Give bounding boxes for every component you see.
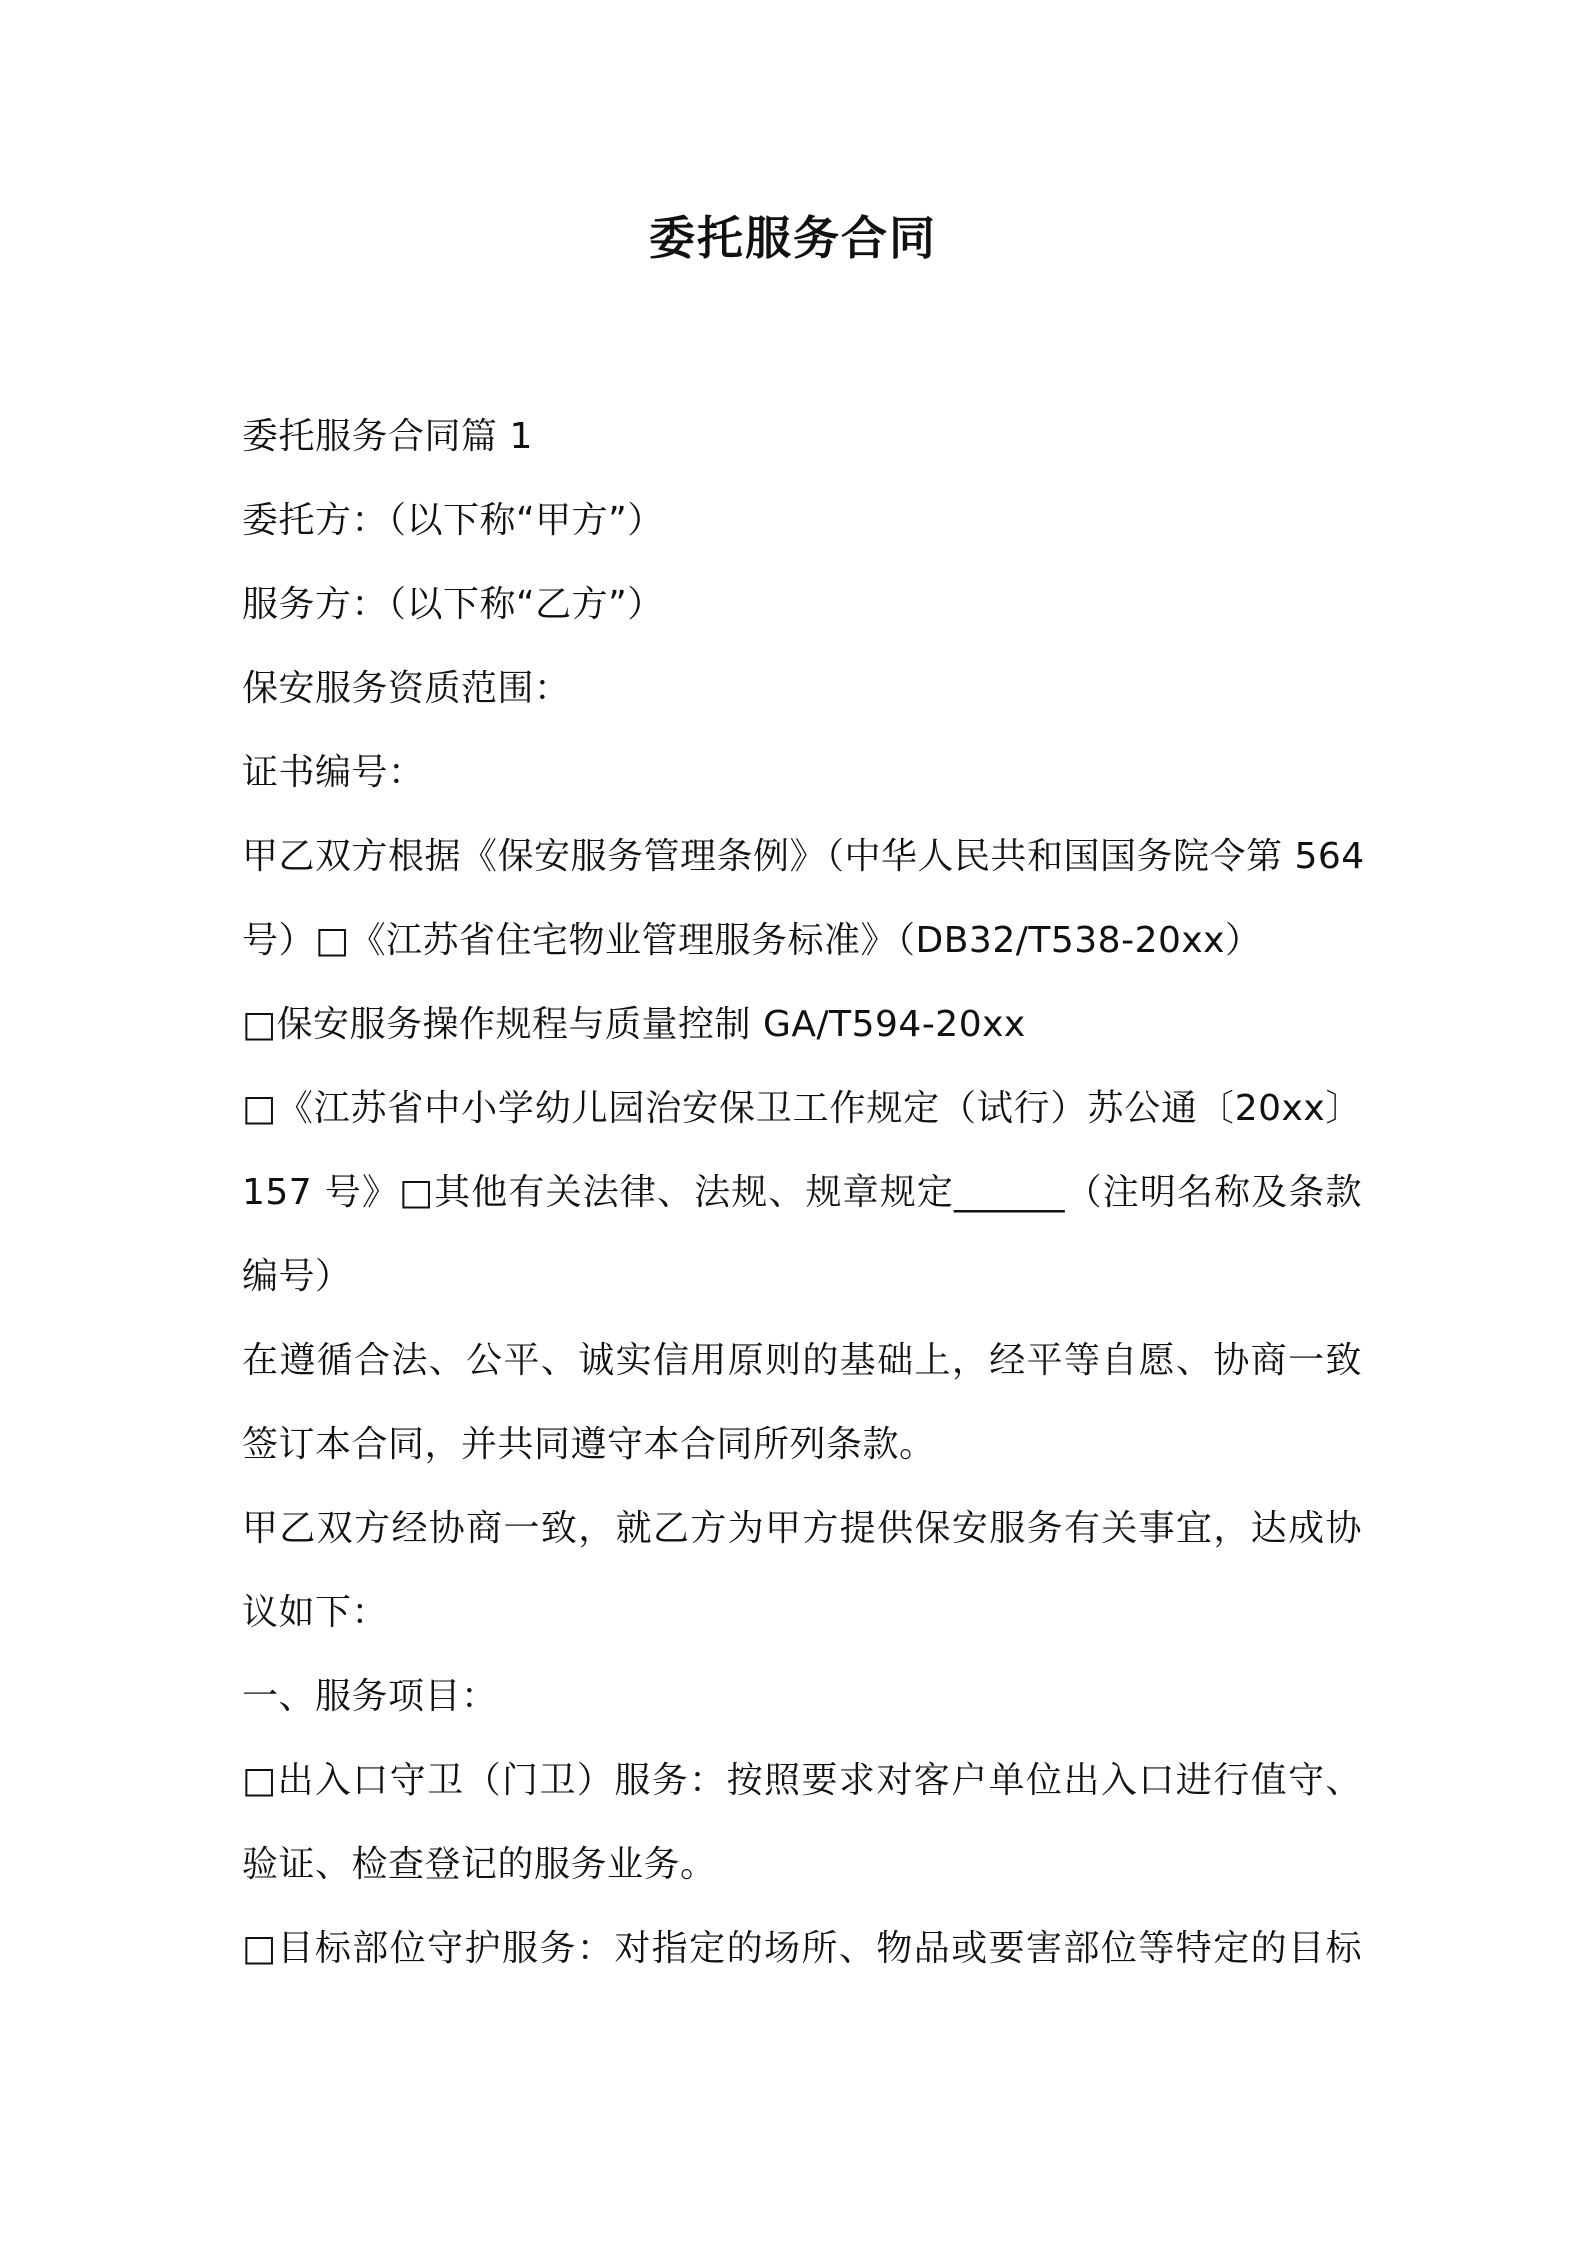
paragraph-line: 验证、检查登记的服务业务。 (242, 1844, 717, 1885)
paragraph-line: 保安服务资质范围： (242, 668, 571, 709)
paragraph-line: 157 号》□其他有关法律、法规、规章规定______（注明名称及条款 (242, 1172, 1362, 1213)
paragraph-line: 编号） (242, 1256, 352, 1297)
section-heading: 一、服务项目： (242, 1676, 498, 1717)
paragraph-line: 签订本合同，并共同遵守本合同所列条款。 (242, 1424, 936, 1465)
paragraph-line: 服务方：（以下称“乙方”） (242, 584, 664, 625)
paragraph-line: 号）□《江苏省住宅物业管理服务标准》（DB32/T538-20xx） (242, 920, 1262, 961)
paragraph-line: 证书编号： (242, 752, 425, 793)
paragraph-line: □目标部位守护服务：对指定的场所、物品或要害部位等特定的目标 (242, 1928, 1362, 1969)
paragraph-line: 在遵循合法、公平、诚实信用原则的基础上，经平等自愿、协商一致 (242, 1340, 1362, 1381)
paragraph-line: 议如下： (242, 1592, 389, 1633)
document-title: 委托服务合同 (649, 211, 937, 265)
paragraph-line: □《江苏省中小学幼儿园治安保卫工作规定（试行）苏公通〔20xx〕 (242, 1088, 1362, 1129)
paragraph-line: 委托方：（以下称“甲方”） (242, 500, 664, 541)
paragraph-line: 甲乙双方根据《保安服务管理条例》（中华人民共和国国务院令第 564 (242, 836, 1365, 877)
paragraph-line: □保安服务操作规程与质量控制 GA/T594-20xx (242, 1004, 1026, 1045)
paragraph-line: 委托服务合同篇 1 (242, 416, 533, 457)
paragraph-line: □出入口守卫（门卫）服务：按照要求对客户单位出入口进行值守、 (242, 1760, 1362, 1801)
paragraph-line: 甲乙双方经协商一致，就乙方为甲方提供保安服务有关事宜，达成协 (242, 1508, 1362, 1549)
